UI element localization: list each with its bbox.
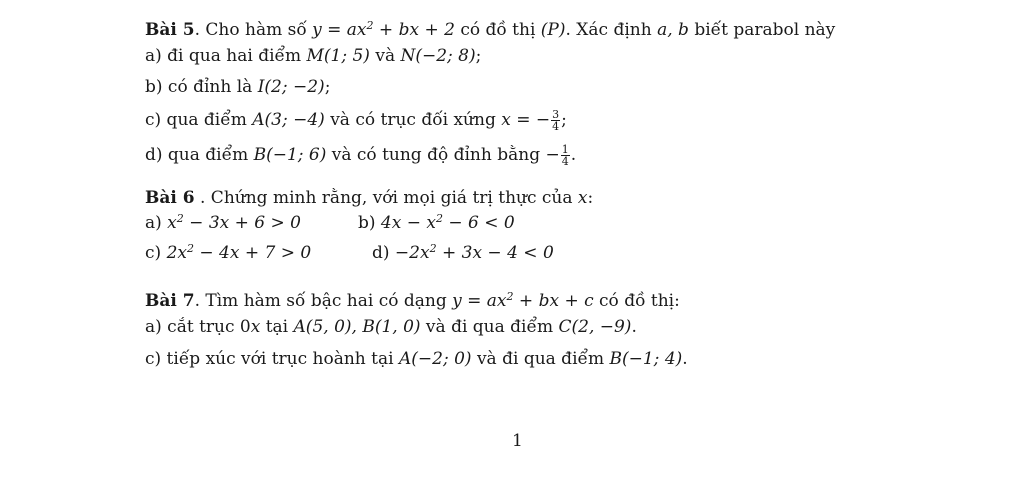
bai6-b-m1: 4x − x — [380, 213, 436, 233]
bai7-a-text2: tại — [260, 317, 294, 337]
bai7-intro-2: có đồ thị: — [593, 291, 680, 311]
bai6-intro: . Chứng minh rằng, với mọi giá trị thực của — [194, 188, 578, 208]
bai5-graph: (P) — [540, 20, 566, 40]
bai5-func-rest: + bx + 2 — [373, 20, 455, 40]
bai7-a-point-c: C(2, −9) — [558, 317, 632, 337]
bai7-a-end: . — [631, 317, 637, 337]
bai5-intro-2: có đồ thị — [454, 20, 541, 40]
bai6-d-label: d) — [372, 243, 395, 263]
bai5-d-text2: và có tung độ đỉnh bằng − — [326, 145, 560, 165]
bai5-d-text: d) qua điểm — [145, 145, 254, 165]
bai6-b-label: b) — [358, 213, 381, 233]
bai6-row-2 — [145, 242, 845, 263]
bai5-d-frac-num: 1 — [561, 143, 569, 156]
bai6-item-b — [358, 212, 515, 233]
bai5-c-point: A(3; −4) — [252, 110, 325, 130]
bai5-intro-4: biết parabol này — [688, 20, 836, 40]
bai6-d-exp: 2 — [429, 242, 437, 255]
bai6-intro-end: : — [587, 188, 594, 208]
bai7-a-axis: x — [250, 317, 261, 337]
bai7-a-text: a) cắt trục 0 — [145, 317, 251, 337]
bai5-item-c — [145, 109, 567, 132]
bai5-c-text: c) qua điểm — [145, 110, 253, 130]
bai5-title: Bài 5 — [145, 20, 195, 40]
bai7-func-exp: 2 — [506, 290, 514, 303]
bai5-b-text: b) có đỉnh là — [145, 77, 258, 97]
bai6-a-label: a) — [145, 213, 168, 233]
bai7-title: Bài 7 — [145, 291, 195, 311]
bai6-a-exp: 2 — [176, 212, 184, 225]
bai7-c-text2: và đi qua điểm — [471, 349, 610, 369]
bai7-a-text3: và đi qua điểm — [420, 317, 559, 337]
page-number: 1 — [512, 431, 523, 451]
bai5-c-fraction — [551, 109, 560, 132]
bai5-b-vertex: I(2; −2) — [257, 77, 325, 97]
bai5-c-frac-num: 3 — [552, 108, 560, 121]
bai5-a-point-n: N(−2; 8) — [400, 46, 476, 66]
bai7-c-point-a: A(−2; 0) — [398, 349, 472, 369]
bai6-row-1 — [145, 212, 845, 233]
bai5-vars: a, b — [657, 20, 689, 40]
bai5-header — [145, 19, 836, 40]
bai6-c-m1: 2x — [166, 243, 187, 263]
bai5-d-frac-den: 4 — [561, 155, 569, 168]
bai6-a-m2: − 3x + 6 > 0 — [183, 213, 301, 233]
bai5-a-text: a) đi qua hai điểm — [145, 46, 307, 66]
bai6-title: Bài 6 — [145, 188, 195, 208]
bai6-c-label: c) — [145, 243, 167, 263]
bai5-item-b — [145, 79, 330, 96]
bai5-a-conj: và — [369, 46, 401, 66]
bai5-d-end: . — [570, 145, 577, 165]
bai7-header — [145, 290, 680, 311]
bai6-item-a — [145, 213, 301, 233]
bai5-c-frac-den: 4 — [552, 120, 560, 133]
bai5-intro-1: . Cho hàm số — [194, 20, 313, 40]
bai6-item-d — [372, 242, 554, 263]
bai6-b-exp: 2 — [435, 212, 443, 225]
bai7-intro-1: . Tìm hàm số bậc hai có dạng — [194, 291, 453, 311]
bai7-c-text: c) tiếp xúc với trục hoành tại — [145, 349, 399, 369]
bai6-var: x — [577, 188, 588, 208]
bai5-func: y = ax — [312, 20, 367, 40]
bai6-header — [145, 190, 593, 207]
bai5-d-fraction — [561, 144, 570, 167]
bai5-c-text2: và có trục đối xứng — [324, 110, 502, 130]
bai7-func-rest: + bx + c — [513, 291, 594, 311]
bai5-d-point: B(−1; 6) — [253, 145, 327, 165]
bai7-item-c — [145, 351, 688, 368]
bai6-b-m2: − 6 < 0 — [442, 213, 515, 233]
bai5-c-axis: x = − — [501, 110, 551, 130]
bai5-item-a — [145, 48, 481, 65]
bai6-c-exp: 2 — [186, 242, 194, 255]
bai5-intro-3: . Xác định — [565, 20, 658, 40]
bai5-c-end: ; — [561, 110, 567, 130]
bai7-a-points: A(5, 0), B(1, 0) — [293, 317, 421, 337]
bai6-d-m1: −2x — [394, 243, 430, 263]
bai5-func-exp: 2 — [366, 19, 374, 32]
bai6-c-m2: − 4x + 7 > 0 — [193, 243, 312, 263]
bai5-item-d — [145, 144, 576, 167]
bai7-c-end: . — [682, 349, 688, 369]
bai5-a-point-m: M(1; 5) — [306, 46, 370, 66]
bai5-b-end: ; — [324, 77, 331, 97]
bai6-item-c — [145, 243, 311, 263]
bai7-c-point-b: B(−1; 4) — [609, 349, 683, 369]
bai6-d-m2: + 3x − 4 < 0 — [436, 243, 554, 263]
bai7-item-a — [145, 319, 637, 336]
bai7-func: y = ax — [452, 291, 507, 311]
bai5-a-end: ; — [475, 46, 482, 66]
bai6-a-m1: x — [167, 213, 177, 233]
